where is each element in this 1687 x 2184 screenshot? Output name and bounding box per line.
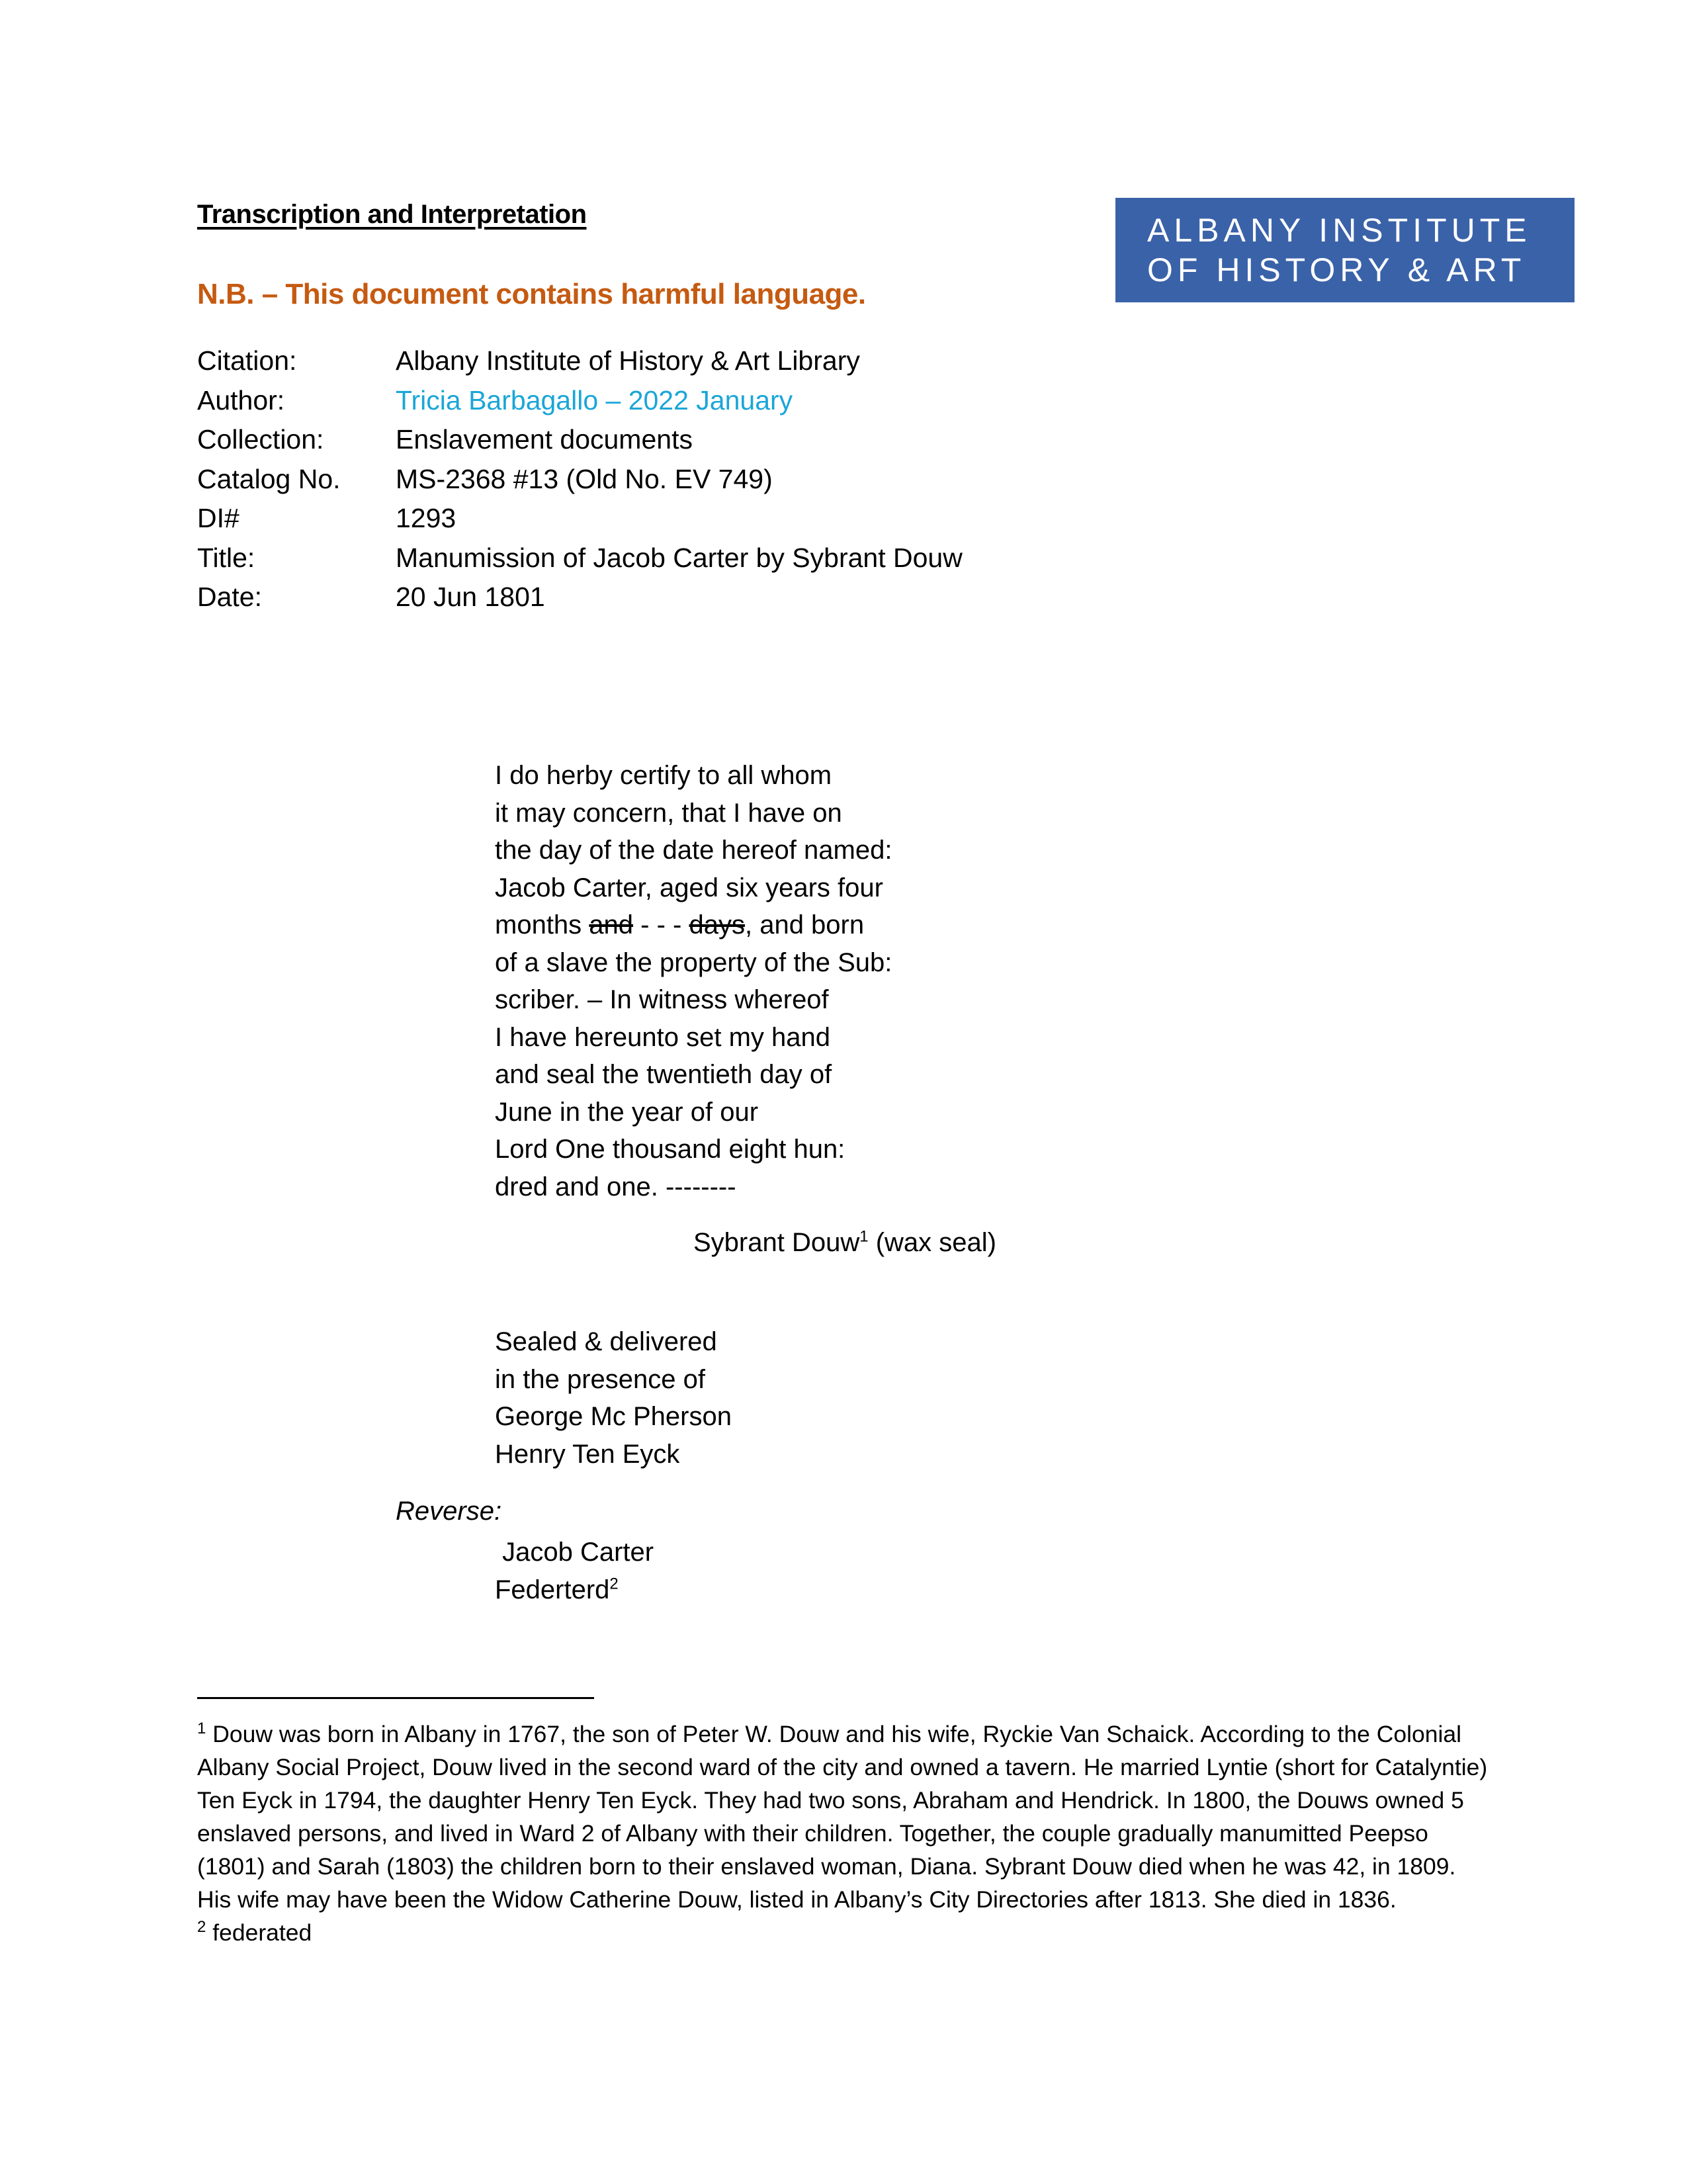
- transcription-line: Jacob Carter, aged six years four: [495, 873, 883, 902]
- metadata-label: Title:: [197, 542, 255, 573]
- metadata-label: DI#: [197, 503, 239, 533]
- transcription-line: I have hereunto set my hand: [495, 1022, 830, 1052]
- metadata-label: Collection:: [197, 424, 324, 455]
- footnote-text: federated: [206, 1919, 312, 1946]
- metadata-row-catalog: [197, 460, 963, 500]
- reverse-line: Jacob Carter: [495, 1538, 654, 1567]
- transcription-line: I do herby certify to all whom: [495, 761, 832, 790]
- reverse-text: Federterd: [495, 1575, 610, 1604]
- text-segment: , and born: [744, 910, 865, 939]
- footnote-ref-1[interactable]: 1: [859, 1227, 869, 1246]
- text-segment: - - -: [633, 910, 689, 939]
- signature-name: Sybrant Douw: [693, 1228, 860, 1257]
- metadata-row-collection: [197, 420, 963, 460]
- footnote-number: 1: [197, 1720, 206, 1738]
- reverse-block: [495, 1534, 654, 1608]
- logo-line-1: ALBANY INSTITUTE: [1147, 212, 1532, 249]
- metadata-row-title: [197, 539, 963, 578]
- metadata-row-author: [197, 381, 963, 421]
- logo-line-2: OF HISTORY & ART: [1147, 251, 1526, 288]
- text-segment: months: [495, 910, 589, 939]
- transcription-line-with-strikethrough: [495, 906, 892, 944]
- footnote-text: Douw was born in Albany in 1767, the son of Peter W. Douw and his wife, Ryckie Van Schaick. According to the Colonial Albany Social Project, Douw lived in the second ward of the city and owned a tavern. He married Lyntie (short for Catalyntie) Ten Eyck in 1794, the daughter Henry Ten Eyck. They had two sons, Abraham and Hendrick. In 1800, the Douws owned 5 enslaved persons, and lived in Ward 2 of Albany with their children. Together, the couple gradually manumitted Peepso (1801) and Sarah (1803) the children born to their enslaved woman, Diana. Sybrant Douw died when he was 42, in 1809. His wife may have been the Widow Catherine Douw, listed in Albany’s City Directories after 1813. She died in 1836.: [197, 1721, 1488, 1913]
- footnote-1: [197, 1718, 1494, 1916]
- transcription-line: scriber. – In witness whereof: [495, 985, 829, 1014]
- signature-line: [693, 1228, 996, 1258]
- metadata-row-date: [197, 578, 963, 617]
- transcription-line: it may concern, that I have on: [495, 798, 842, 828]
- metadata-label: Catalog No.: [197, 463, 341, 494]
- witness-name: George Mc Pherson: [495, 1402, 732, 1431]
- transcription-line: and seal the twentieth day of: [495, 1060, 832, 1089]
- witness-line: Sealed & delivered: [495, 1327, 717, 1356]
- metadata-row-citation: [197, 341, 963, 381]
- witness-block: [495, 1323, 732, 1473]
- metadata-value: Manumission of Jacob Carter by Sybrant Douw: [396, 542, 963, 573]
- witness-name: Henry Ten Eyck: [495, 1439, 680, 1469]
- transcription-line: Lord One thousand eight hun:: [495, 1135, 845, 1164]
- transcription-line: the day of the date hereof named:: [495, 836, 892, 865]
- transcription-body: [495, 757, 892, 1205]
- footnote-ref-2[interactable]: 2: [609, 1575, 619, 1593]
- transcription-line: June in the year of our: [495, 1097, 759, 1127]
- reverse-label: Reverse:: [396, 1497, 502, 1526]
- footnotes: [197, 1718, 1494, 1949]
- metadata-value: 20 Jun 1801: [396, 582, 545, 612]
- institute-logo: [1115, 198, 1575, 302]
- footnote-2: [197, 1916, 1494, 1949]
- harmful-language-warning: N.B. – This document contains harmful language.: [197, 278, 866, 310]
- transcription-line: of a slave the property of the Sub:: [495, 947, 892, 977]
- metadata-label: Citation:: [197, 345, 297, 376]
- metadata-value: Albany Institute of History & Art Library: [396, 345, 860, 376]
- metadata-label: Date:: [197, 582, 262, 612]
- struck-text: and: [589, 910, 634, 939]
- witness-line: in the presence of: [495, 1364, 705, 1394]
- metadata-value: Enslavement documents: [396, 424, 693, 455]
- metadata-table: [197, 341, 963, 617]
- page-heading: Transcription and Interpretation: [197, 200, 587, 229]
- struck-text: days: [689, 910, 745, 939]
- wax-seal-note: (wax seal): [868, 1228, 996, 1257]
- metadata-value: 1293: [396, 503, 456, 533]
- reverse-line: [495, 1571, 654, 1609]
- footnote-number: 2: [197, 1918, 206, 1937]
- metadata-row-di: [197, 499, 963, 539]
- author-value: Tricia Barbagallo – 2022 January: [396, 384, 793, 415]
- metadata-label: Author:: [197, 384, 285, 415]
- metadata-value: MS-2368 #13 (Old No. EV 749): [396, 463, 773, 494]
- footnote-separator: [197, 1697, 594, 1699]
- transcription-line: dred and one. --------: [495, 1172, 736, 1201]
